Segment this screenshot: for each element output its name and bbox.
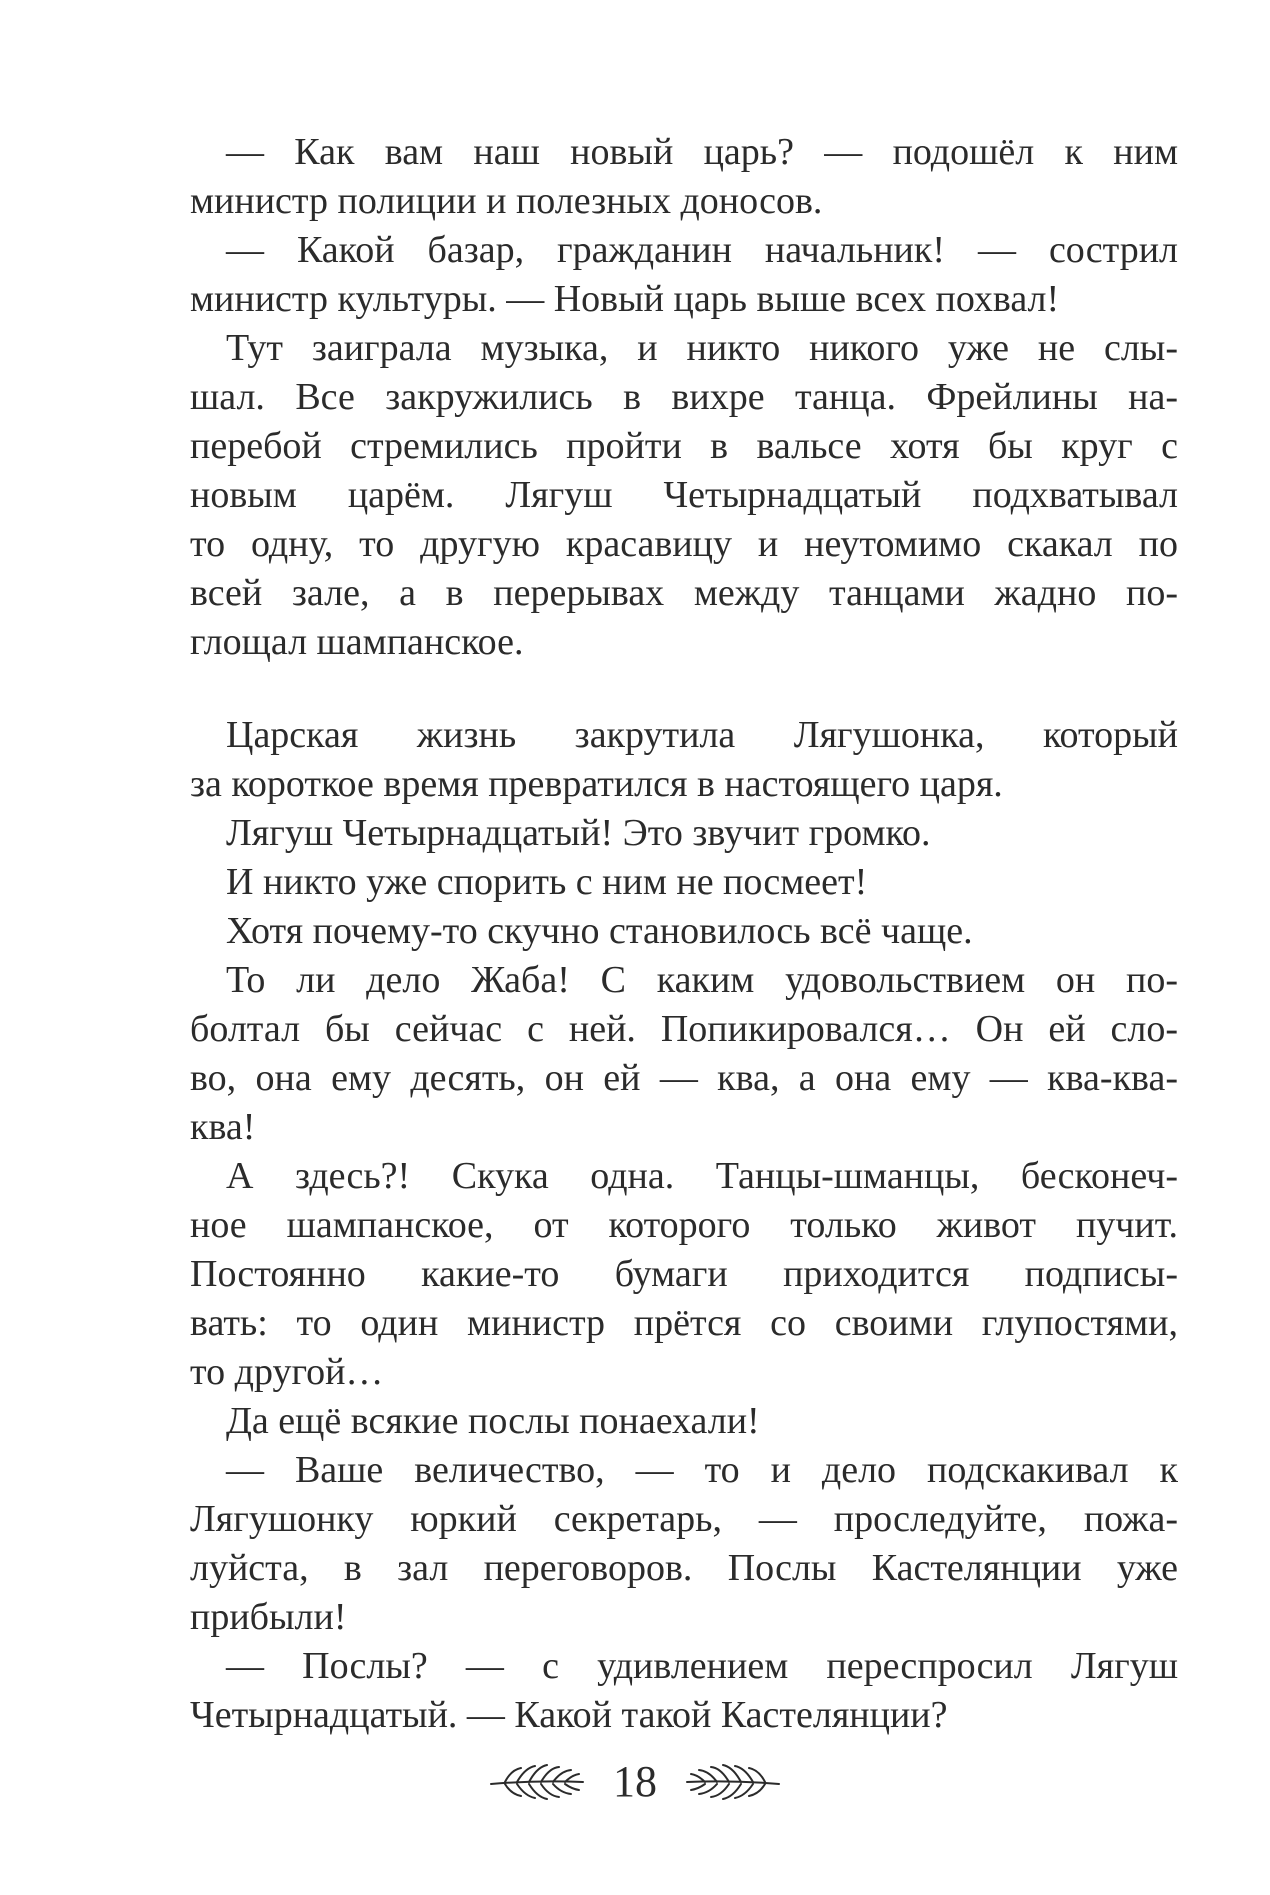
text-line: Да ещё всякие послы понаехали! — [226, 1400, 760, 1442]
text-line: луйста, в зал переговоров. Послы Кастелянции уже — [190, 1547, 1178, 1589]
text-line: Лягушонку юркий секретарь, — проследуйте, пожа- — [190, 1498, 1178, 1540]
text-line: Тут заиграла музыка, и никто никого уже не слы- — [226, 327, 1178, 369]
text-line: То ли дело Жаба! С каким удовольствием он по- — [226, 959, 1178, 1001]
text-line: болтал бы сейчас с ней. Попикировался… Он ей сло- — [190, 1008, 1178, 1050]
text-line: Четырнадцатый. — Какой такой Кастелянции? — [190, 1694, 948, 1736]
text-line: — Как вам наш новый царь? — подошёл к ним — [226, 131, 1178, 173]
text-line: — Какой базар, гражданин начальник! — сострил — [226, 229, 1178, 271]
text-line: шал. Все закружились в вихре танца. Фрейлины на- — [190, 376, 1178, 418]
text-line: Хотя почему-то скучно становилось всё чаще. — [226, 910, 973, 952]
right-fern-ornament-icon — [683, 1762, 783, 1802]
section-break — [190, 667, 1178, 711]
text-line: А здесь?! Скука одна. Танцы-шманцы, бесконеч- — [226, 1155, 1178, 1197]
text-line: ква! — [190, 1106, 256, 1148]
text-line: во, она ему десять, он ей — ква, а она ему — ква-ква- — [190, 1057, 1178, 1099]
text-line: прибыли! — [190, 1596, 347, 1638]
text-line: — Ваше величество, — то и дело подскакивал к — [226, 1449, 1178, 1491]
page-footer — [0, 1752, 1270, 1812]
page-number: 18 — [613, 1757, 657, 1806]
text-line: министр культуры. — Новый царь выше всех похвал! — [190, 278, 1060, 320]
text-line: И никто уже спорить с ним не посмеет! — [226, 861, 868, 903]
text-line: всей зале, а в перерывах между танцами жадно по- — [190, 572, 1178, 614]
text-line: министр полиции и полезных доносов. — [190, 180, 823, 222]
text-line: то одну, то другую красавицу и неутомимо скакал по — [190, 523, 1178, 565]
text-line: ное шампанское, от которого только живот пучит. — [190, 1204, 1178, 1246]
text-line: за короткое время превратился в настоящего царя. — [190, 763, 1003, 805]
text-line: то другой… — [190, 1351, 384, 1393]
text-line: Лягуш Четырнадцатый! Это звучит громко. — [226, 812, 931, 854]
text-line: глощал шампанское. — [190, 621, 524, 663]
text-line: вать: то один министр прётся со своими глупостями, — [190, 1302, 1178, 1344]
left-fern-ornament-icon — [487, 1762, 587, 1802]
text-line: Царская жизнь закрутила Лягушонка, который — [226, 714, 1178, 756]
page-body — [190, 128, 1178, 1740]
text-line: Постоянно какие-то бумаги приходится подписы- — [190, 1253, 1178, 1295]
text-line: новым царём. Лягуш Четырнадцатый подхватывал — [190, 474, 1178, 516]
text-line: — Послы? — с удивлением переспросил Лягуш — [226, 1645, 1178, 1687]
text-line: перебой стремились пройти в вальсе хотя бы круг с — [190, 425, 1178, 467]
